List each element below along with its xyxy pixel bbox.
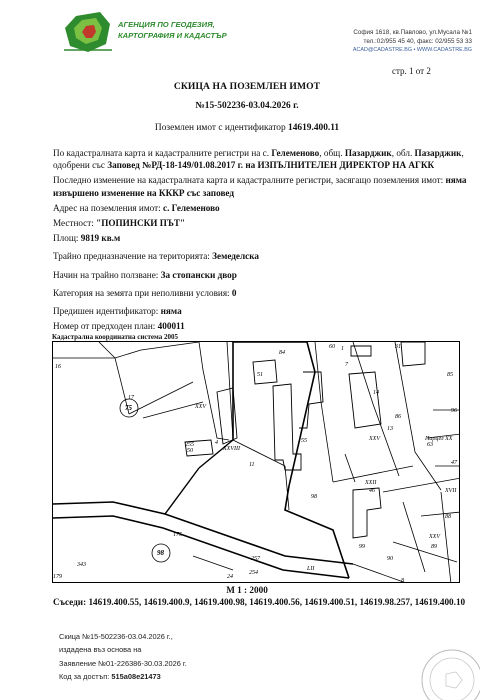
identifier-label: Поземлен имот с идентификатор (154, 123, 286, 133)
area-label: Площ: (53, 233, 79, 244)
purpose-row (53, 250, 473, 262)
access-code-label: Код за достъп: (59, 671, 110, 681)
map-label-50: 50 (187, 448, 193, 454)
map-label-31: 31 (395, 344, 401, 350)
neighbors-label: Съседи: (53, 597, 87, 607)
map-label-xxv-right: XXV (369, 436, 380, 442)
map-label-175: 175 (173, 532, 182, 538)
agency-logo (62, 10, 114, 54)
agency-name-line2: КАРТОГРАФИЯ И КАДАСТЪР (118, 31, 227, 40)
map-label-257: 257 (251, 556, 260, 562)
map-label-89: 89 (431, 544, 437, 550)
footer-line-2: издадена въз основа на (59, 645, 142, 655)
property-identifier (0, 123, 494, 133)
footer-line-3: Заявление №01-226386-30.03.2026 г. (59, 658, 187, 668)
map-label-98-circle: 98 (157, 549, 164, 557)
plan-number-label: Номер от предходен план: (53, 321, 156, 332)
address-row (53, 202, 473, 214)
area-row (53, 232, 473, 244)
map-label-343: 343 (77, 562, 86, 568)
map-label-7: 7 (345, 362, 348, 368)
map-label-8: 8 (401, 578, 404, 583)
category-row (53, 287, 473, 299)
map-label-55: 55 (301, 438, 307, 444)
agency-phone: тел.:02/955 45 40, факс: 02/955 53 33 (363, 37, 472, 45)
previous-id-row (53, 305, 473, 317)
map-label-13: 13 (387, 426, 393, 432)
map-label-75: 75 (125, 404, 132, 412)
map-label-86: 86 (395, 414, 401, 420)
agency-contacts (282, 29, 472, 55)
map-label-47: 47 (451, 460, 457, 466)
map-label-99: 99 (359, 544, 365, 550)
address-label: Адрес на поземления имот: (53, 202, 161, 213)
map-label-60: 60 (329, 344, 335, 350)
map-label-63: 63 (427, 442, 433, 448)
basis-text-1: По кадастралната карта и кадастралните регистри на с. (53, 148, 270, 158)
map-scale: М 1 : 2000 (226, 585, 268, 595)
locality-value: "ПОПИНСКИ ПЪТ" (96, 218, 186, 229)
last-change-value: няма извършено изменение на КККР със заповед (53, 175, 467, 198)
basis-region: Пазарджик (414, 148, 462, 158)
category-value: 0 (231, 287, 237, 298)
agency-name (118, 19, 268, 41)
neighbors (53, 596, 473, 608)
map-label-1: 1 (341, 346, 344, 352)
usage-value: За стопански двор (160, 269, 237, 280)
map-label-11: 11 (249, 462, 255, 468)
property-details (53, 147, 473, 335)
map-label-xxv-3: XXV (429, 534, 440, 540)
neighbors-value: 14619.400.55, 14619.400.9, 14619.400.98, 14619.400.56, 14619.400.51, 14619.98.257, 14619.400.10 (88, 597, 466, 607)
map-label-179: 179 (53, 574, 62, 580)
cadastral-map (52, 341, 460, 583)
agency-address: София 1618, кв.Павлово, ул.Мусала №1 (353, 29, 472, 36)
purpose-label: Трайно предназначение на територията: (53, 251, 210, 262)
map-label-88: 88 (445, 514, 451, 520)
map-label-16: 16 (55, 364, 61, 370)
map-label-parcel: Парцел XX (425, 436, 453, 442)
usage-row (53, 269, 473, 281)
map-label-14: 14 (373, 390, 379, 396)
page-number: стр. 1 от 2 (392, 66, 431, 76)
agency-seal (410, 640, 480, 700)
map-label-84: 84 (279, 350, 285, 356)
locality-row (53, 217, 473, 229)
basis-municipality: Пазарджик (344, 148, 392, 158)
map-label-24: 24 (227, 574, 233, 580)
previous-id-value: няма (160, 306, 182, 317)
map-drawing (53, 342, 460, 583)
map-label-85: 85 (447, 372, 453, 378)
map-label-xvii: XVII (445, 488, 457, 494)
map-label-255: 255 (185, 442, 194, 448)
address-value: с. Гелеменово (163, 202, 220, 213)
issue-details (59, 630, 279, 683)
agency-email-web: ACAD@CADASTRE.BG • WWW.CADASTRE.BG (352, 47, 472, 54)
access-code-value: 515a08e21473 (111, 671, 161, 681)
category-label: Категория на земята при неполивни условия: (53, 287, 230, 298)
basis-text-3: , обл. (391, 148, 413, 158)
basis-text-2: , общ. (319, 148, 343, 158)
footer-access-code (59, 670, 279, 683)
map-label-17: 17 (128, 395, 134, 401)
cadastral-basis (53, 147, 473, 171)
footer-line-1: Скица №15-502236-03.04.2026 г., (59, 632, 173, 641)
map-label-xxviii: XXVIII (223, 446, 240, 452)
map-label-96: 96 (451, 408, 457, 414)
locality-label: Местност: (53, 218, 94, 229)
last-change (53, 174, 473, 198)
identifier-value: 14619.400.11 (288, 123, 340, 133)
basis-order: Заповед №РД-18-149/01.08.2017 г. на ИЗПЪЛНИТЕЛЕН ДИРЕКТОР НА АГКК (107, 160, 435, 171)
basis-text-4: , одобрени със (53, 148, 464, 171)
plan-number-row (53, 320, 473, 332)
usage-label: Начин на трайно ползване: (53, 269, 159, 280)
basis-village: Гелеменово (271, 148, 320, 158)
map-label-254: 254 (249, 570, 258, 576)
map-label-xxv-left: XXV (195, 404, 206, 410)
coordinate-system-label: Кадастрална координатна система 2005 (52, 333, 178, 341)
map-label-51: 51 (257, 372, 263, 378)
document-number: №15-502236-03.04.2026 г. (195, 101, 299, 111)
map-label-98: 98 (311, 494, 317, 500)
document-title: СКИЦА НА ПОЗЕМЛЕН ИМОТ (173, 81, 321, 92)
last-change-label: Последно изменение на кадастралната карта и кадастралните регистри, засягащо поземления имот: (53, 175, 444, 186)
map-label-lii: LII (307, 566, 315, 572)
map-label-46: 46 (369, 488, 375, 494)
purpose-value: Земеделска (212, 251, 259, 262)
map-label-90: 90 (387, 556, 393, 562)
previous-id-label: Предишен идентификатор: (53, 306, 159, 317)
map-label-xxii: XXII (365, 480, 377, 486)
agency-name-line1: АГЕНЦИЯ ПО ГЕОДЕЗИЯ, (118, 20, 215, 29)
map-label-4: 4 (215, 440, 218, 446)
area-value: 9819 кв.м (80, 233, 121, 244)
plan-number-value: 400011 (157, 321, 185, 332)
